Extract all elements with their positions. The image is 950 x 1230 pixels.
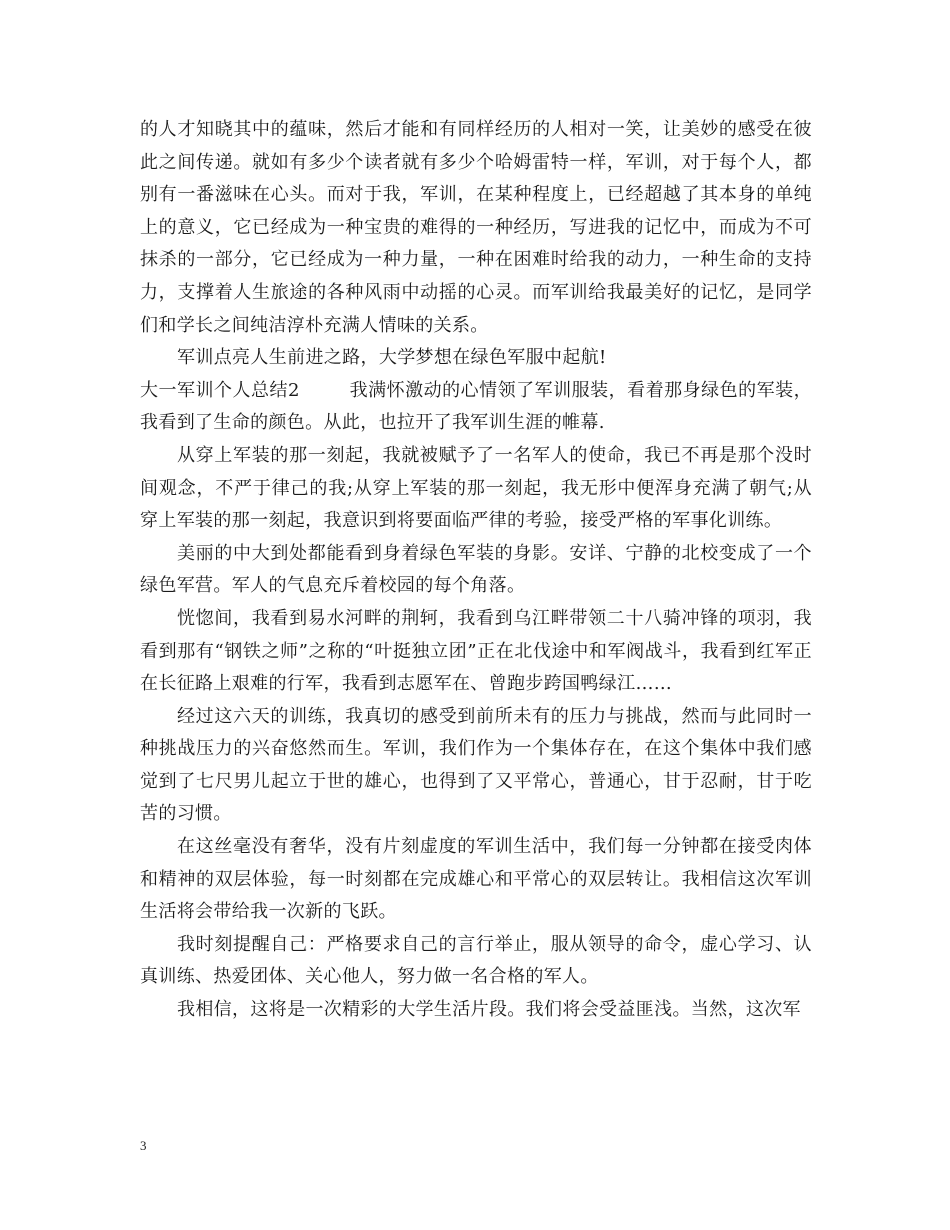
paragraph-4: 从穿上军装的那一刻起，我就被赋予了一名军人的使命，我已不再是那个没时间观念，不严于律己的我;从穿上军装的那一刻起，我无形中便浑身充满了朝气;从穿上军装的那一刻起，我意识到将要面临严律的考验，接受严格的军事化训练。 [140, 444, 812, 532]
paragraph-10: 我相信，这将是一次精彩的大学生活片段。我们将会受益匪浅。当然，这次军 [177, 999, 801, 1021]
paragraph-1: 的人才知晓其中的蕴味，然后才能和有同样经历的人相对一笑，让美妙的感受在彼此之间传递。就如有多少个读者就有多少个哈姆雷特一样，军训，对于每个人，都别有一番滋味在心头。而对于我，军训，在某种程度上，已经超越了其本身的单纯上的意义，它已经成为一种宝贵的难得的一种经历，写进我的记忆中，而成为不可抹杀的一部分，它已经成为一种力量，一种在困难时给我的动力，一种生命的支持力，支撑着人生旅途的各种风雨中动摇的心灵。而军训给我最美好的记忆，是同学们和学长之间纯洁淳朴充满人情味的关系。 [140, 119, 812, 336]
paragraph-6: 恍惚间，我看到易水河畔的荆轲，我看到乌江畔带领二十八骑冲锋的项羽，我看到那有“钢铁之师”之称的“叶挺独立团”正在北伐途中和军阀战斗，我看到红军正在长征路上艰难的行军，我看到志愿军在、曾跑步跨国鸭绿江…… [140, 607, 812, 695]
paragraph-2: 军训点亮人生前进之路，大学梦想在绿色军服中起航! [177, 347, 607, 369]
page-number: 3 [140, 1138, 147, 1153]
paragraph-9: 我时刻提醒自己：严格要求自己的言行举止，服从领导的命令，虚心学习、认真训练、热爱团体、关心他人，努力做一名合格的军人。 [140, 933, 812, 988]
section-heading-paragraph: 大一军训个人总结2 我满怀激动的心情领了军训服装，看着那身绿色的军装，我看到了生命的颜色。从此，也拉开了我军训生涯的帷幕. [140, 379, 812, 434]
paragraph-8: 在这丝毫没有奢华，没有片刻虚度的军训生活中，我们每一分钟都在接受肉体和精神的双层体验，每一时刻都在完成雄心和平常心的双层转让。我相信这次军训生活将会带给我一次新的飞跃。 [140, 836, 812, 923]
body-text [140, 114, 812, 1027]
paragraph-5: 美丽的中大到处都能看到身着绿色军装的身影。安详、宁静的北校变成了一个绿色军营。军人的气息充斥着校园的每个角落。 [140, 542, 812, 597]
paragraph-7: 经过这六天的训练，我真切的感受到前所未有的压力与挑战，然而与此同时一种挑战压力的兴奋悠然而生。军训，我们作为一个集体存在，在这个集体中我们感觉到了七尺男儿起立于世的雄心，也得到了又平常心，普通心，甘于忍耐，甘于吃苦的习惯。 [140, 705, 812, 825]
